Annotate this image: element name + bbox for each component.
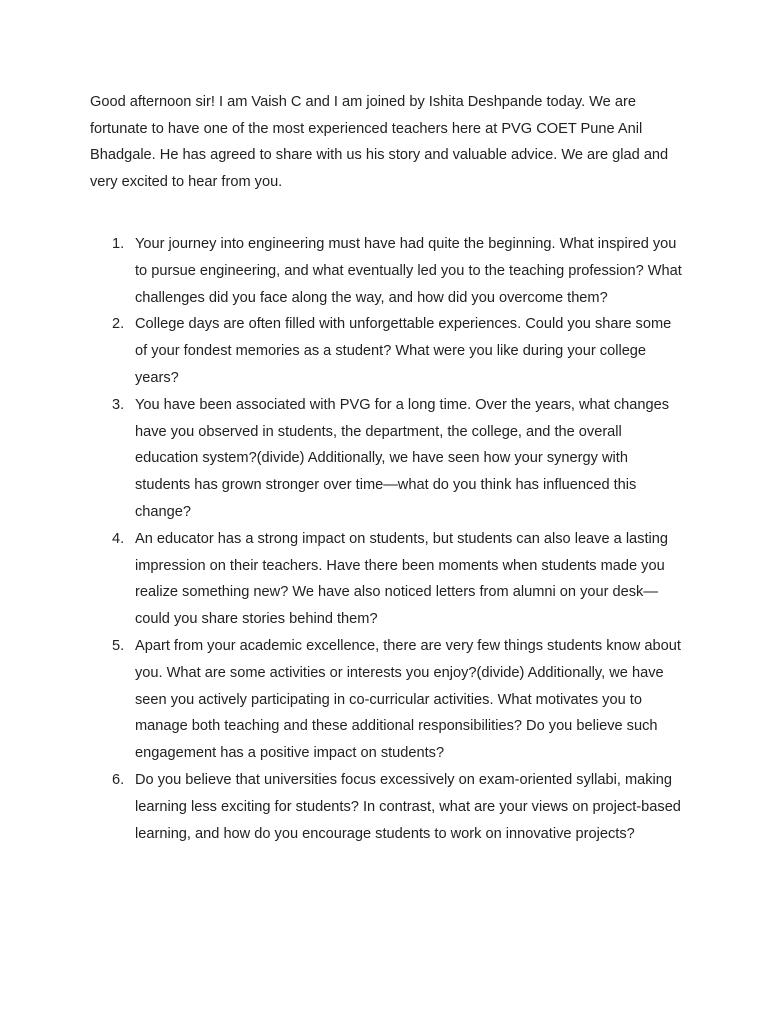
question-text: College days are often filled with unforgettable experiences. Could you share some of your fondest memories as a student? What were you like during your college years? bbox=[135, 316, 672, 386]
question-item-5 bbox=[90, 633, 682, 767]
question-number: 2. bbox=[112, 316, 125, 333]
question-number: 3. bbox=[112, 396, 125, 413]
question-text: You have been associated with PVG for a long time. Over the years, what changes have you observed in students, the department, the college, and the overall education system?(divide) Additionally, we have seen how your synergy with students has grown stronger over time—what do you think has influenced this change? bbox=[135, 396, 670, 520]
question-number: 4. bbox=[112, 530, 125, 547]
question-item-6 bbox=[90, 767, 682, 847]
question-number: 6. bbox=[112, 771, 125, 788]
question-number: 1. bbox=[112, 236, 125, 252]
question-text: Your journey into engineering must have had quite the beginning. What inspired you to pursue engineering, and what eventually led you to the teaching profession? What challenges did you face along the way, and how did you overcome them? bbox=[135, 236, 682, 306]
question-text: Do you believe that universities focus excessively on exam-oriented syllabi, making learning less exciting for students? In contrast, what are your views on project-based learning, and how do you encourage students to work on innovative projects? bbox=[135, 771, 681, 842]
intro-paragraph: Good afternoon sir! I am Vaish C and I am joined by Ishita Deshpande today. We are fortunate to have one of the most experienced teachers here at PVG COET Pune Anil Bhadgale. He has agreed to share with us his story and valuable advice. We are glad and very excited to hear from you. bbox=[90, 94, 669, 191]
question-text: An educator has a strong impact on students, but students can also leave a lasting impression on their teachers. Have there been moments when students made you realize something new? We have also noticed letters from alumni on your desk—could you share stories behind them? bbox=[135, 530, 668, 628]
question-item-2 bbox=[90, 311, 682, 391]
question-item-1 bbox=[90, 231, 682, 311]
question-item-4 bbox=[90, 526, 682, 633]
question-list bbox=[90, 231, 682, 847]
question-number: 5. bbox=[112, 637, 125, 654]
question-text: Apart from your academic excellence, there are very few things students know about you. What are some activities or interests you enjoy?(divide) Additionally, we have seen you actively participating in co-curricular activities. What motivates you to manage both teaching and these additional responsibilities? Do you believe such engagement has a positive impact on students? bbox=[135, 637, 681, 762]
question-item-3 bbox=[90, 392, 682, 526]
